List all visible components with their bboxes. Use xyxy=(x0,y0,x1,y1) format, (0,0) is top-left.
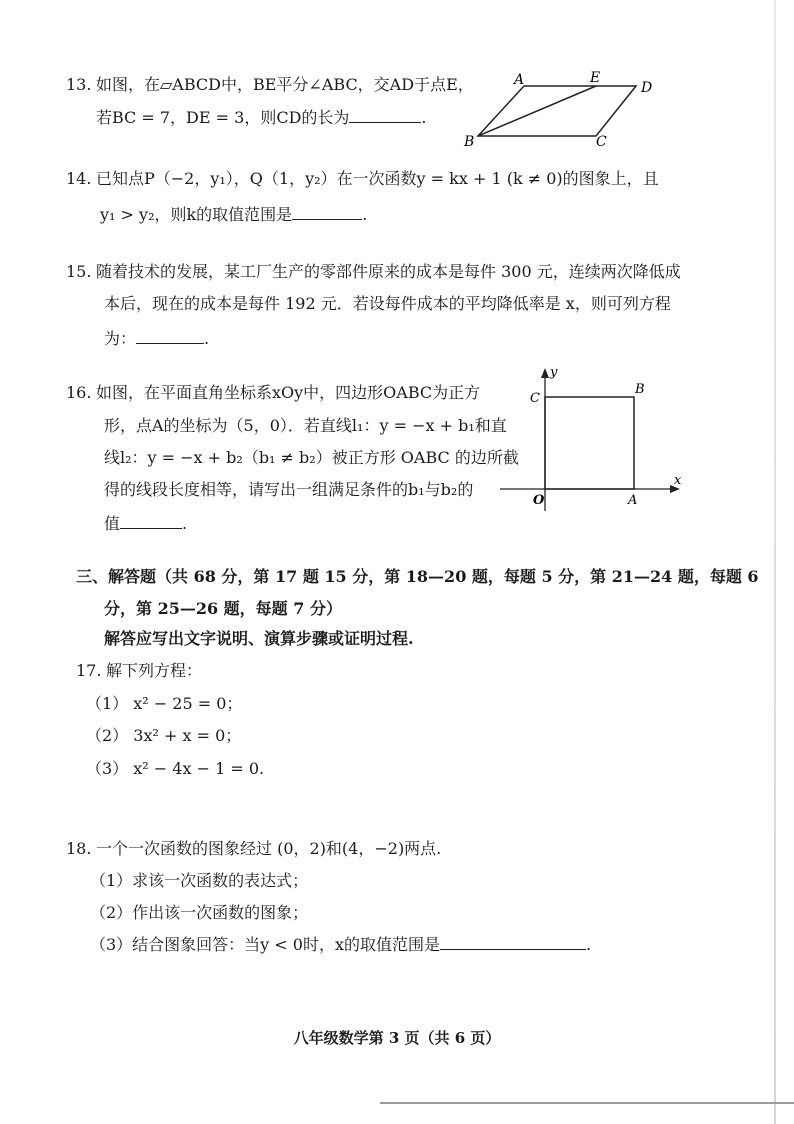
q15-text3: 为： xyxy=(104,329,137,348)
q15-number: 15. xyxy=(66,262,92,281)
q16-end: . xyxy=(182,514,188,533)
label-b: B xyxy=(464,134,475,150)
q15-line1 xyxy=(66,261,681,283)
q17-number: 17. xyxy=(76,661,102,680)
q18-number: 18. xyxy=(66,839,92,858)
q13-text2: 若BC = 7，DE = 3，则CD的长为 xyxy=(96,108,350,127)
q14-text2: y₁ > y₂，则k的取值范围是 xyxy=(100,205,293,224)
q17-title: 解下列方程： xyxy=(106,661,203,680)
label-c-square: C xyxy=(530,391,540,406)
q17-item-2: （2） 3x² + x = 0； xyxy=(86,726,242,745)
label-a-axis: A xyxy=(628,493,638,508)
q18-end: . xyxy=(586,935,592,954)
q13-end: . xyxy=(421,108,427,127)
q18-answer-blank xyxy=(440,935,586,950)
square-coordinate-figure xyxy=(500,366,690,516)
q16-line2 xyxy=(104,415,507,437)
q15-line2 xyxy=(104,293,671,315)
q17-item-3: （3） x² − 4x − 1 = 0. xyxy=(86,759,265,778)
label-c: C xyxy=(596,134,607,150)
q13-text1: 如图，在▱ABCD中，BE平分∠ABC，交AD于点E， xyxy=(96,75,474,94)
q16-text1: 如图，在平面直角坐标系xOy中，四边形OABC为正方 xyxy=(96,383,481,402)
q16-text3: 线l₂：y = −x + b₂（b₁ ≠ b₂）被正方形 OABC 的边所截 xyxy=(104,448,519,467)
segment-be xyxy=(478,86,596,136)
q14-answer-blank xyxy=(292,205,362,220)
q14-text1: 已知点P（−2，y₁），Q（1，y₂）在一次函数y = kx + 1 (k ≠ 0)的图象上，且 xyxy=(96,169,659,188)
section3-heading-line2 xyxy=(104,598,342,620)
parallelogram-figure xyxy=(458,70,668,150)
q15-line3 xyxy=(104,328,209,350)
q17-item-1: （1） x² − 25 = 0； xyxy=(86,694,243,713)
label-a: A xyxy=(514,72,525,88)
q15-answer-blank xyxy=(136,329,204,344)
q13-number: 13. xyxy=(66,75,92,94)
q18-item-3: （3）结合图象回答：当y < 0时，x的取值范围是 xyxy=(90,935,441,954)
q16-text4: 得的线段长度相等，请写出一组满足条件的b₁与b₂的 xyxy=(104,480,474,499)
page-footer: 八年级数学第 3 页（共 6 页） xyxy=(293,1029,501,1047)
section3-heading-line1 xyxy=(76,566,759,588)
q16-line1 xyxy=(66,382,480,404)
parallelogram-abcd xyxy=(478,86,636,136)
section3-heading-text1: 三、解答题（共 68 分，第 17 题 15 分，第 18—20 题，每题 5 分，第 21—24 题，每题 6 xyxy=(76,567,759,586)
y-axis-arrow xyxy=(541,368,549,378)
q16-text5: 值 xyxy=(104,514,121,533)
q14-line1 xyxy=(66,168,659,190)
q13-line2 xyxy=(96,107,427,129)
label-e: E xyxy=(590,70,601,86)
section3-instructions-text: 解答应写出文字说明、演算步骤或证明过程. xyxy=(104,629,414,648)
q15-end: . xyxy=(204,329,210,348)
label-x: x xyxy=(674,473,682,488)
q16-text2: 形，点A的坐标为（5，0）．若直线l₁：y = −x + b₁和直 xyxy=(104,416,507,435)
label-b-square: B xyxy=(635,382,645,397)
q14-number: 14. xyxy=(66,169,92,188)
label-o: O xyxy=(533,493,545,508)
q14-line2 xyxy=(100,204,367,226)
q13-line1 xyxy=(66,74,474,96)
section3-heading-text2: 分，第 25—26 题，每题 7 分） xyxy=(104,599,342,618)
label-d: D xyxy=(641,80,653,96)
q16-line3 xyxy=(104,447,519,469)
q18-item-2: （2）作出该一次函数的图象； xyxy=(90,903,309,922)
q18-title: 一个一次函数的图象经过 (0，2)和(4，−2)两点. xyxy=(96,839,442,858)
square-oabc xyxy=(545,397,634,489)
q15-text1: 随着技术的发展，某工厂生产的零部件原来的成本是每件 300 元，连续两次降低成 xyxy=(96,262,681,281)
label-y: y xyxy=(550,366,558,380)
page-edge-shadow xyxy=(774,0,776,1124)
section3-instructions xyxy=(104,628,414,650)
q16-answer-blank xyxy=(120,514,182,529)
q16-line4 xyxy=(104,479,473,501)
q16-number: 16. xyxy=(66,383,92,402)
bottom-edge-stroke xyxy=(380,1102,794,1104)
q14-end: . xyxy=(362,205,368,224)
q16-line5 xyxy=(104,513,187,535)
q13-answer-blank xyxy=(349,108,421,123)
q18-item-1: （1）求该一次函数的表达式； xyxy=(90,871,309,890)
q18-item-3-line xyxy=(90,934,591,956)
q15-text2: 本后，现在的成本是每件 192 元．若设每件成本的平均降低率是 x，则可列方程 xyxy=(104,294,671,313)
q17-title-line xyxy=(76,660,202,682)
q18-title-line xyxy=(66,838,441,860)
